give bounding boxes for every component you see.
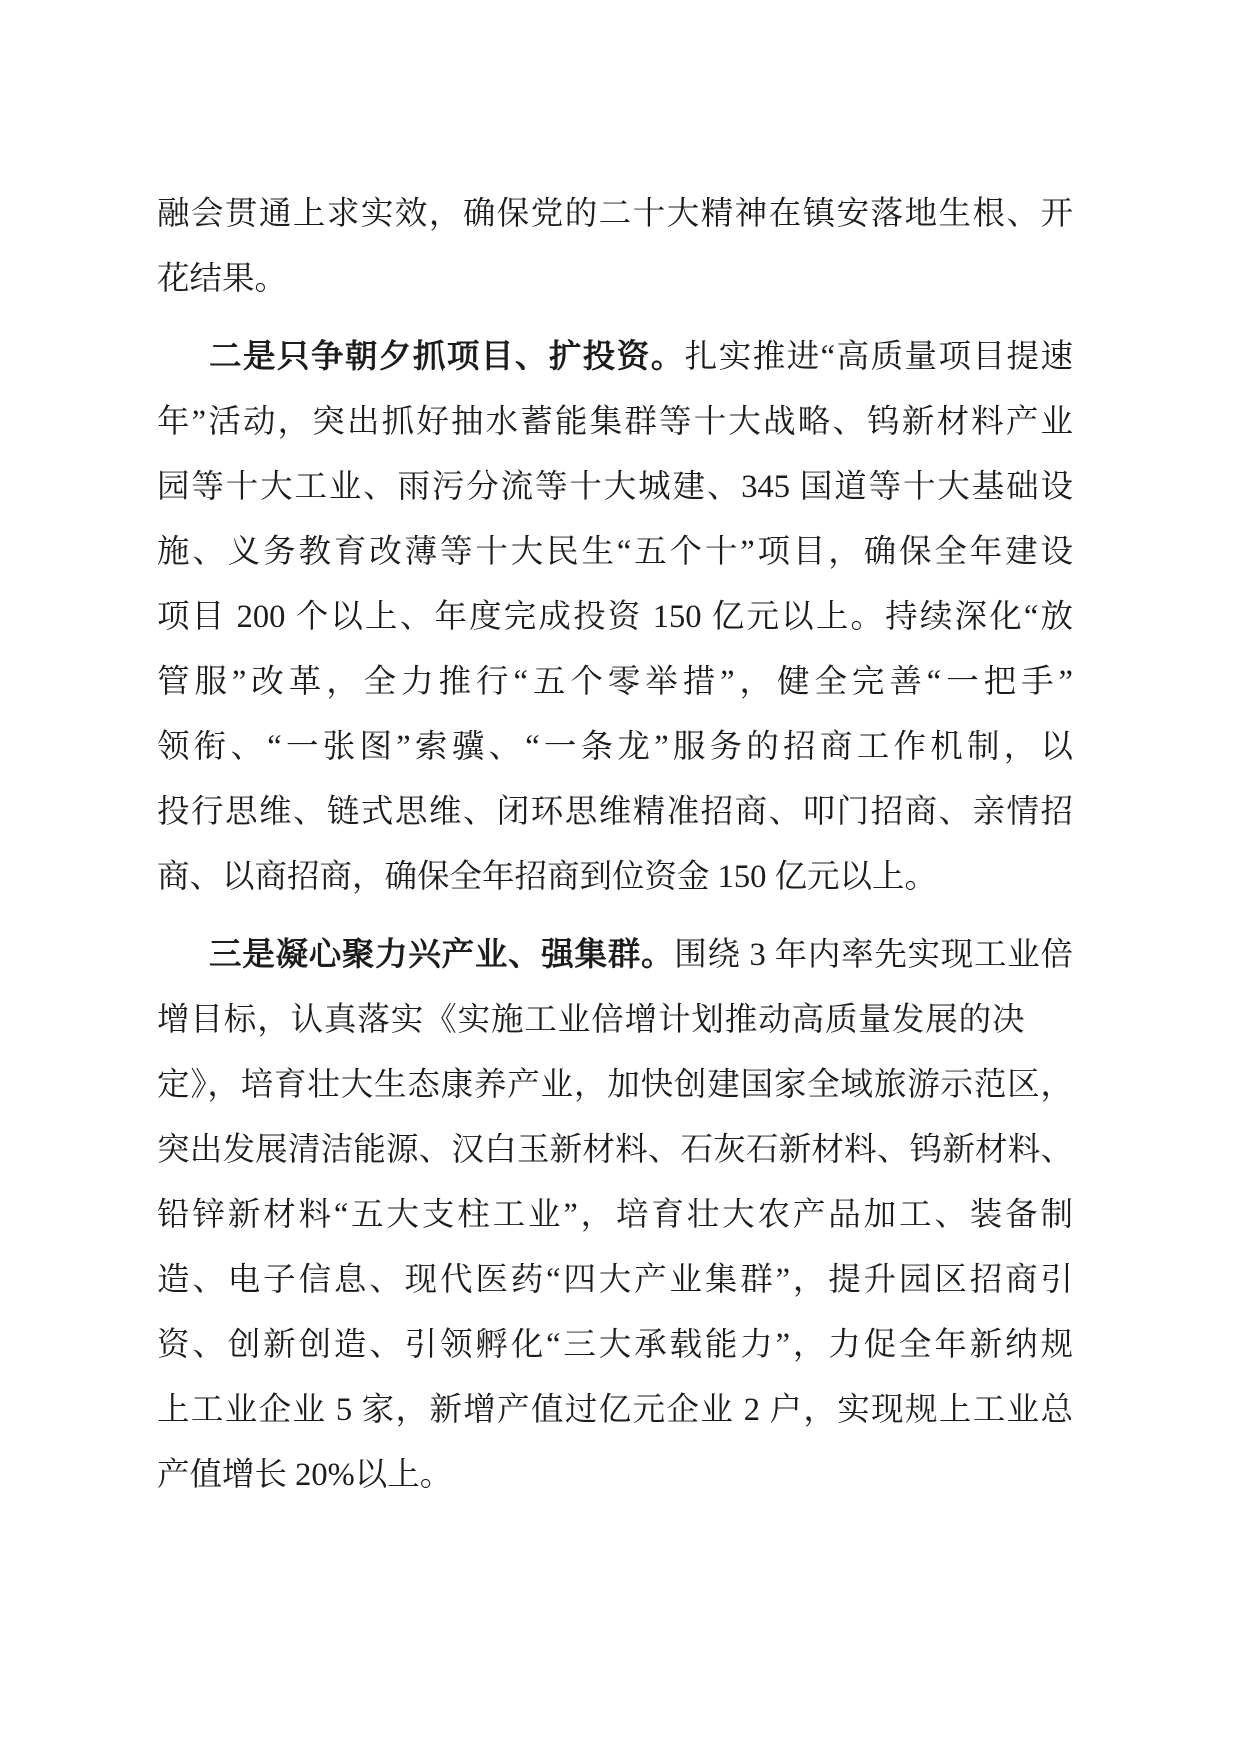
text-line: 商、以商招商，确保全年招商到位资金 150 亿元以上。: [157, 859, 938, 895]
text-line: 上工业企业 5 家，新增产值过亿元企业 2 户，实现规上工业总: [157, 1392, 1073, 1428]
paragraph-projects-investment: [157, 325, 1073, 910]
text-line: 花结果。: [157, 261, 288, 297]
paragraph-continuation: [157, 182, 1073, 312]
text-line: 资、创新创造、引领孵化“三大承载能力”，力促全年新纳规: [157, 1327, 1073, 1363]
text-line: 施、义务教育改薄等十大民生“五个十”项目，确保全年建设: [157, 534, 1073, 570]
text-line: 产值增长 20%以上。: [157, 1457, 453, 1493]
paragraph-lead: 三是凝心聚力兴产业、强集群。: [209, 937, 675, 973]
text-line-rest: 扎实推进“高质量项目提速: [684, 339, 1073, 375]
text-line: 管服”改革，全力推行“五个零举措”，健全完善“一把手”: [157, 664, 1073, 700]
text-line: 增目标，认真落实《实施工业倍增计划推动高质量发展的决: [157, 1002, 1026, 1038]
document-body: [157, 182, 1073, 1508]
text-line: 铅锌新材料“五大支柱工业”，培育壮大农产品加工、装备制: [157, 1197, 1073, 1233]
text-line: 融会贯通上求实效，确保党的二十大精神在镇安落地生根、开: [157, 196, 1073, 232]
text-line: 造、电子信息、现代医药“四大产业集群”，提升园区招商引: [157, 1262, 1073, 1298]
text-line: [157, 325, 1073, 390]
text-line: 定》，培育壮大生态康养产业，加快创建国家全域旅游示范区，: [157, 1067, 1073, 1103]
paragraph-industry-clusters: [157, 923, 1073, 1508]
text-line: 项目 200 个以上、年度完成投资 150 亿元以上。持续深化“放: [157, 599, 1073, 635]
text-line: [157, 923, 1073, 988]
text-line: 投行思维、链式思维、闭环思维精准招商、叩门招商、亲情招: [157, 794, 1073, 830]
text-line: 领衔、“一张图”索骥、“一条龙”服务的招商工作机制，以: [157, 729, 1073, 765]
text-line-rest: 围绕 3 年内率先实现工业倍: [674, 937, 1073, 973]
text-line: 突出发展清洁能源、汉白玉新材料、石灰石新材料、钨新材料、: [157, 1132, 1073, 1168]
text-line: 园等十大工业、雨污分流等十大城建、345 国道等十大基础设: [157, 469, 1073, 505]
text-line: 年”活动，突出抓好抽水蓄能集群等十大战略、钨新材料产业: [157, 404, 1073, 440]
paragraph-lead: 二是只争朝夕抓项目、扩投资。: [209, 339, 685, 375]
